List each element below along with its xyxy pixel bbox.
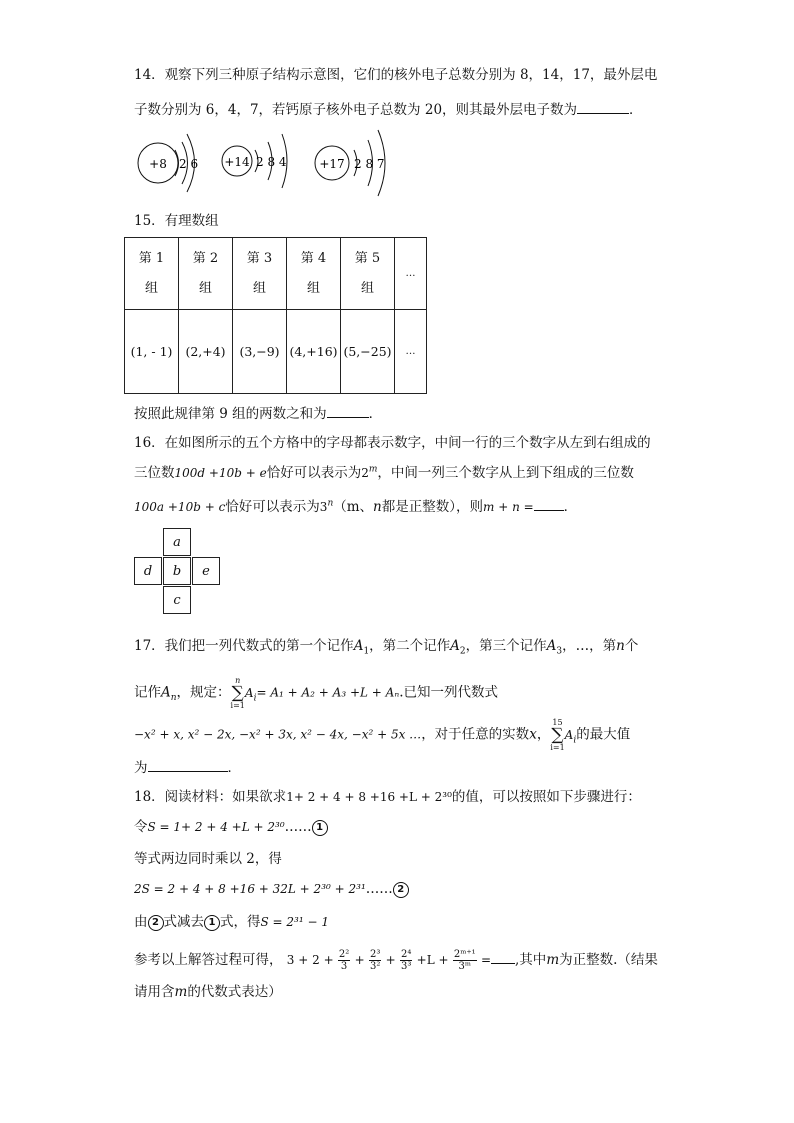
frac-1: $\frac{\text{2²}}{3}$	[338, 949, 350, 972]
sum-symbol: n ∑ i=1	[230, 676, 245, 710]
q15-title: 15．有理数组	[134, 213, 219, 229]
q18-text: 请用含	[134, 984, 175, 1000]
grid-cell-e: e	[192, 557, 220, 585]
q18-text: 的值，可以按照如下步骤进行：	[451, 789, 641, 805]
q17-text: ，对于任意的实数	[421, 726, 530, 743]
frac-4: $\frac{\text{2ᵐ⁺¹}}{\text{3ᵐ}}$	[453, 949, 476, 972]
q16-expr1: 100d +10b + e	[174, 466, 267, 480]
q18-text: 的代数式表达）	[187, 984, 282, 1000]
table-cell: (4,+16)	[287, 310, 341, 394]
q15-answer-blank	[327, 403, 369, 418]
q18-line3: 等式两边同时乘以 2，得	[134, 851, 282, 867]
atom-oxygen-shells: 2 6	[179, 157, 199, 171]
atom-diagrams	[130, 120, 430, 200]
q18-dots: ……	[284, 819, 312, 835]
table-cell: (3,−9)	[233, 310, 287, 394]
q17-series: −x² + x, x² − 2x, −x² + 3x, x² − 4x, −x² + 5x …	[134, 727, 422, 742]
q18-text: 式，得	[220, 914, 261, 930]
q17-text: 为	[134, 760, 148, 776]
q18-dots: ……	[365, 881, 393, 897]
table-header-cell: 第 4 组	[287, 238, 341, 310]
table-cell: (2,+4)	[179, 310, 233, 394]
atom-oxygen	[138, 134, 198, 192]
q17-text: 记作	[134, 684, 161, 701]
q17-text: ，	[536, 726, 551, 743]
q16-period: ．	[563, 499, 578, 515]
q17-line3: −x² + x, x² − 2x, −x² + 3x, x² − 4x, −x² + 5x …，对于任意的实数x，15 ∑ $i=1A_i$的最大值	[134, 718, 631, 752]
q14-period: ．	[629, 102, 643, 118]
q16-text: 三位数	[134, 465, 175, 481]
q17-A3: A	[546, 638, 557, 654]
q18-expr1: 1+ 2 + 4 + 8 +16 +L + 2³⁰	[286, 790, 452, 804]
q16-pow2: 3	[319, 500, 328, 514]
table-cell: (5,−25)	[341, 310, 395, 394]
q18-line2	[134, 818, 328, 836]
q18-text: 参考以上解答过程可得，	[134, 952, 283, 968]
atom-chlorine	[315, 130, 385, 196]
q14-line2-text: 子数分别为 6，4，7，若钙原子核外电子总数为 20，则其最外层电子数为	[134, 102, 578, 118]
q17-text: 个	[624, 638, 639, 654]
q14-line2	[134, 99, 643, 119]
q17-line2: 记作$A_n$，规定：n ∑ $i=1A_i= A_1 + A_2 + A_3 +L + A_n$.已知一列代数式	[134, 676, 498, 710]
atom-silicon-nucleus: +14	[224, 155, 250, 169]
q17-text: ，…，第	[562, 638, 617, 654]
q18-text: 由	[134, 914, 148, 930]
q16-text: 都是正整数），则	[381, 499, 483, 515]
grid-cell-c: c	[163, 586, 191, 614]
q18-line7	[134, 983, 282, 1001]
q16-text: 恰好可以表示为	[225, 499, 320, 515]
q17-line1: 17．我们把一列代数式的第一个记作$A_1$，第二个记作$A_2$，第三个记作$A_3$，…，第n个	[134, 638, 639, 657]
q16-line1: 16．在如图所示的五个方格中的字母都表示数字，中间一行的三个数字从左到右组成的	[134, 435, 651, 451]
q17-n: n	[616, 638, 625, 654]
q18-line4	[134, 880, 409, 898]
table-header-cell: …	[395, 238, 427, 310]
q16-pow2-exp: n	[327, 498, 334, 509]
q18-text: 为正整数.（结果	[559, 952, 658, 968]
table-header-cell: 第 3 组	[233, 238, 287, 310]
q18-text: 式减去	[163, 914, 204, 930]
q17-text: .已知一列代数式	[399, 684, 498, 701]
q17-text: ，第三个记作	[465, 638, 547, 654]
q17-period: ．	[227, 760, 241, 776]
q18-line6: 参考以上解答过程可得， 3 + 2 + $\frac{\text{2²}}{3}$ + $\frac{\text{2³}}{\text{3²}}$ + $\frac{\text{2⁴}}{\text{3³}}$ +L + $\frac{\text{2ᵐ⁺¹}}{\text{3ᵐ}}$ = ,其中m为正整数.（结果	[134, 949, 658, 972]
q16-expr2: 100a +10b + c	[134, 500, 226, 514]
atom-silicon	[222, 134, 287, 188]
q17-answer-blank	[148, 757, 228, 772]
q17-text: 的最大值	[576, 726, 631, 743]
q18-m: m	[546, 952, 560, 968]
q16-text: ，中间一列三个数字从上到下组成的三位数	[377, 465, 634, 481]
grid-cell-b: b	[163, 557, 191, 585]
q15-period: ．	[368, 406, 383, 422]
circled-2: 2	[148, 915, 164, 931]
q18-line5expr: S = 2³¹ − 1	[260, 915, 329, 929]
table-cell: …	[395, 310, 427, 394]
q18-answer-blank	[491, 949, 515, 964]
q18-line1	[134, 788, 641, 806]
frac-3: $\frac{\text{2⁴}}{\text{3³}}$	[400, 949, 412, 972]
table-header-cell: 第 2 组	[179, 238, 233, 310]
q18-line2expr: S = 1+ 2 + 4 +L + 2³⁰	[147, 820, 285, 834]
q18-text: 令	[134, 819, 148, 835]
q17-text: 17．我们把一列代数式的第一个记作	[134, 638, 354, 654]
table-cell: (1, - 1)	[125, 310, 179, 394]
q18-text: 18．阅读材料：如果欲求	[134, 789, 287, 805]
q14-line1: 14．观察下列三种原子结构示意图，它们的核外电子总数分别为 8，14，17，最外层电	[134, 67, 658, 83]
atom-chlorine-nucleus: +17	[319, 157, 345, 171]
q15-question-text: 按照此规律第 9 组的两数之和为	[134, 406, 327, 422]
grid-cell-d: d	[134, 557, 162, 585]
q18-m: m	[174, 984, 188, 1000]
atom-silicon-shells: 2 8 4	[256, 155, 287, 169]
circled-2: 2	[393, 882, 409, 898]
q17-sumdef: = A₁ + A₂ + A₃ +L + Aₙ	[256, 685, 400, 700]
q17-x: x	[529, 726, 537, 743]
atom-chlorine-shells: 2 8 7	[354, 157, 385, 171]
q17-text: ，规定：	[176, 684, 231, 701]
q15-question	[134, 403, 382, 423]
q18-line5	[134, 913, 329, 931]
table-header-cell: 第 1 组	[125, 238, 179, 310]
q17-An: A	[161, 684, 171, 701]
q17-A2: A	[450, 638, 460, 654]
frac-2: $\frac{\text{2³}}{\text{3²}}$	[369, 949, 381, 972]
atom-oxygen-nucleus: +8	[149, 157, 167, 171]
q18-text: ,其中	[515, 952, 547, 968]
q17-A1: A	[353, 638, 364, 654]
q16-line2	[134, 464, 634, 482]
q18-line6-start: 3 + 2 +	[286, 953, 334, 967]
circled-1: 1	[204, 915, 220, 931]
q16-line3	[134, 496, 577, 516]
q16-answer-blank	[534, 496, 564, 511]
q17-line4	[134, 757, 241, 777]
table-header-cell: 第 5 组	[341, 238, 395, 310]
rational-pairs-table	[124, 237, 427, 394]
grid-cell-a: a	[163, 528, 191, 556]
q16-pow1-exp: m	[368, 464, 378, 475]
q17-text: ，第二个记作	[369, 638, 451, 654]
q16-text: （m、	[333, 499, 374, 515]
q16-expr3: m + n =	[483, 500, 534, 514]
sum-symbol-15: 15 ∑ i=1	[550, 718, 565, 752]
q18-line4expr: 2S = 2 + 4 + 8 +16 + 32L + 2³⁰ + 2³¹	[134, 882, 366, 896]
q16-text: 恰好可以表示为	[266, 465, 362, 481]
circled-1: 1	[312, 820, 328, 836]
q16-n: n	[373, 499, 382, 515]
q14-answer-blank	[577, 99, 629, 114]
q16-pow1: 2	[361, 466, 369, 480]
